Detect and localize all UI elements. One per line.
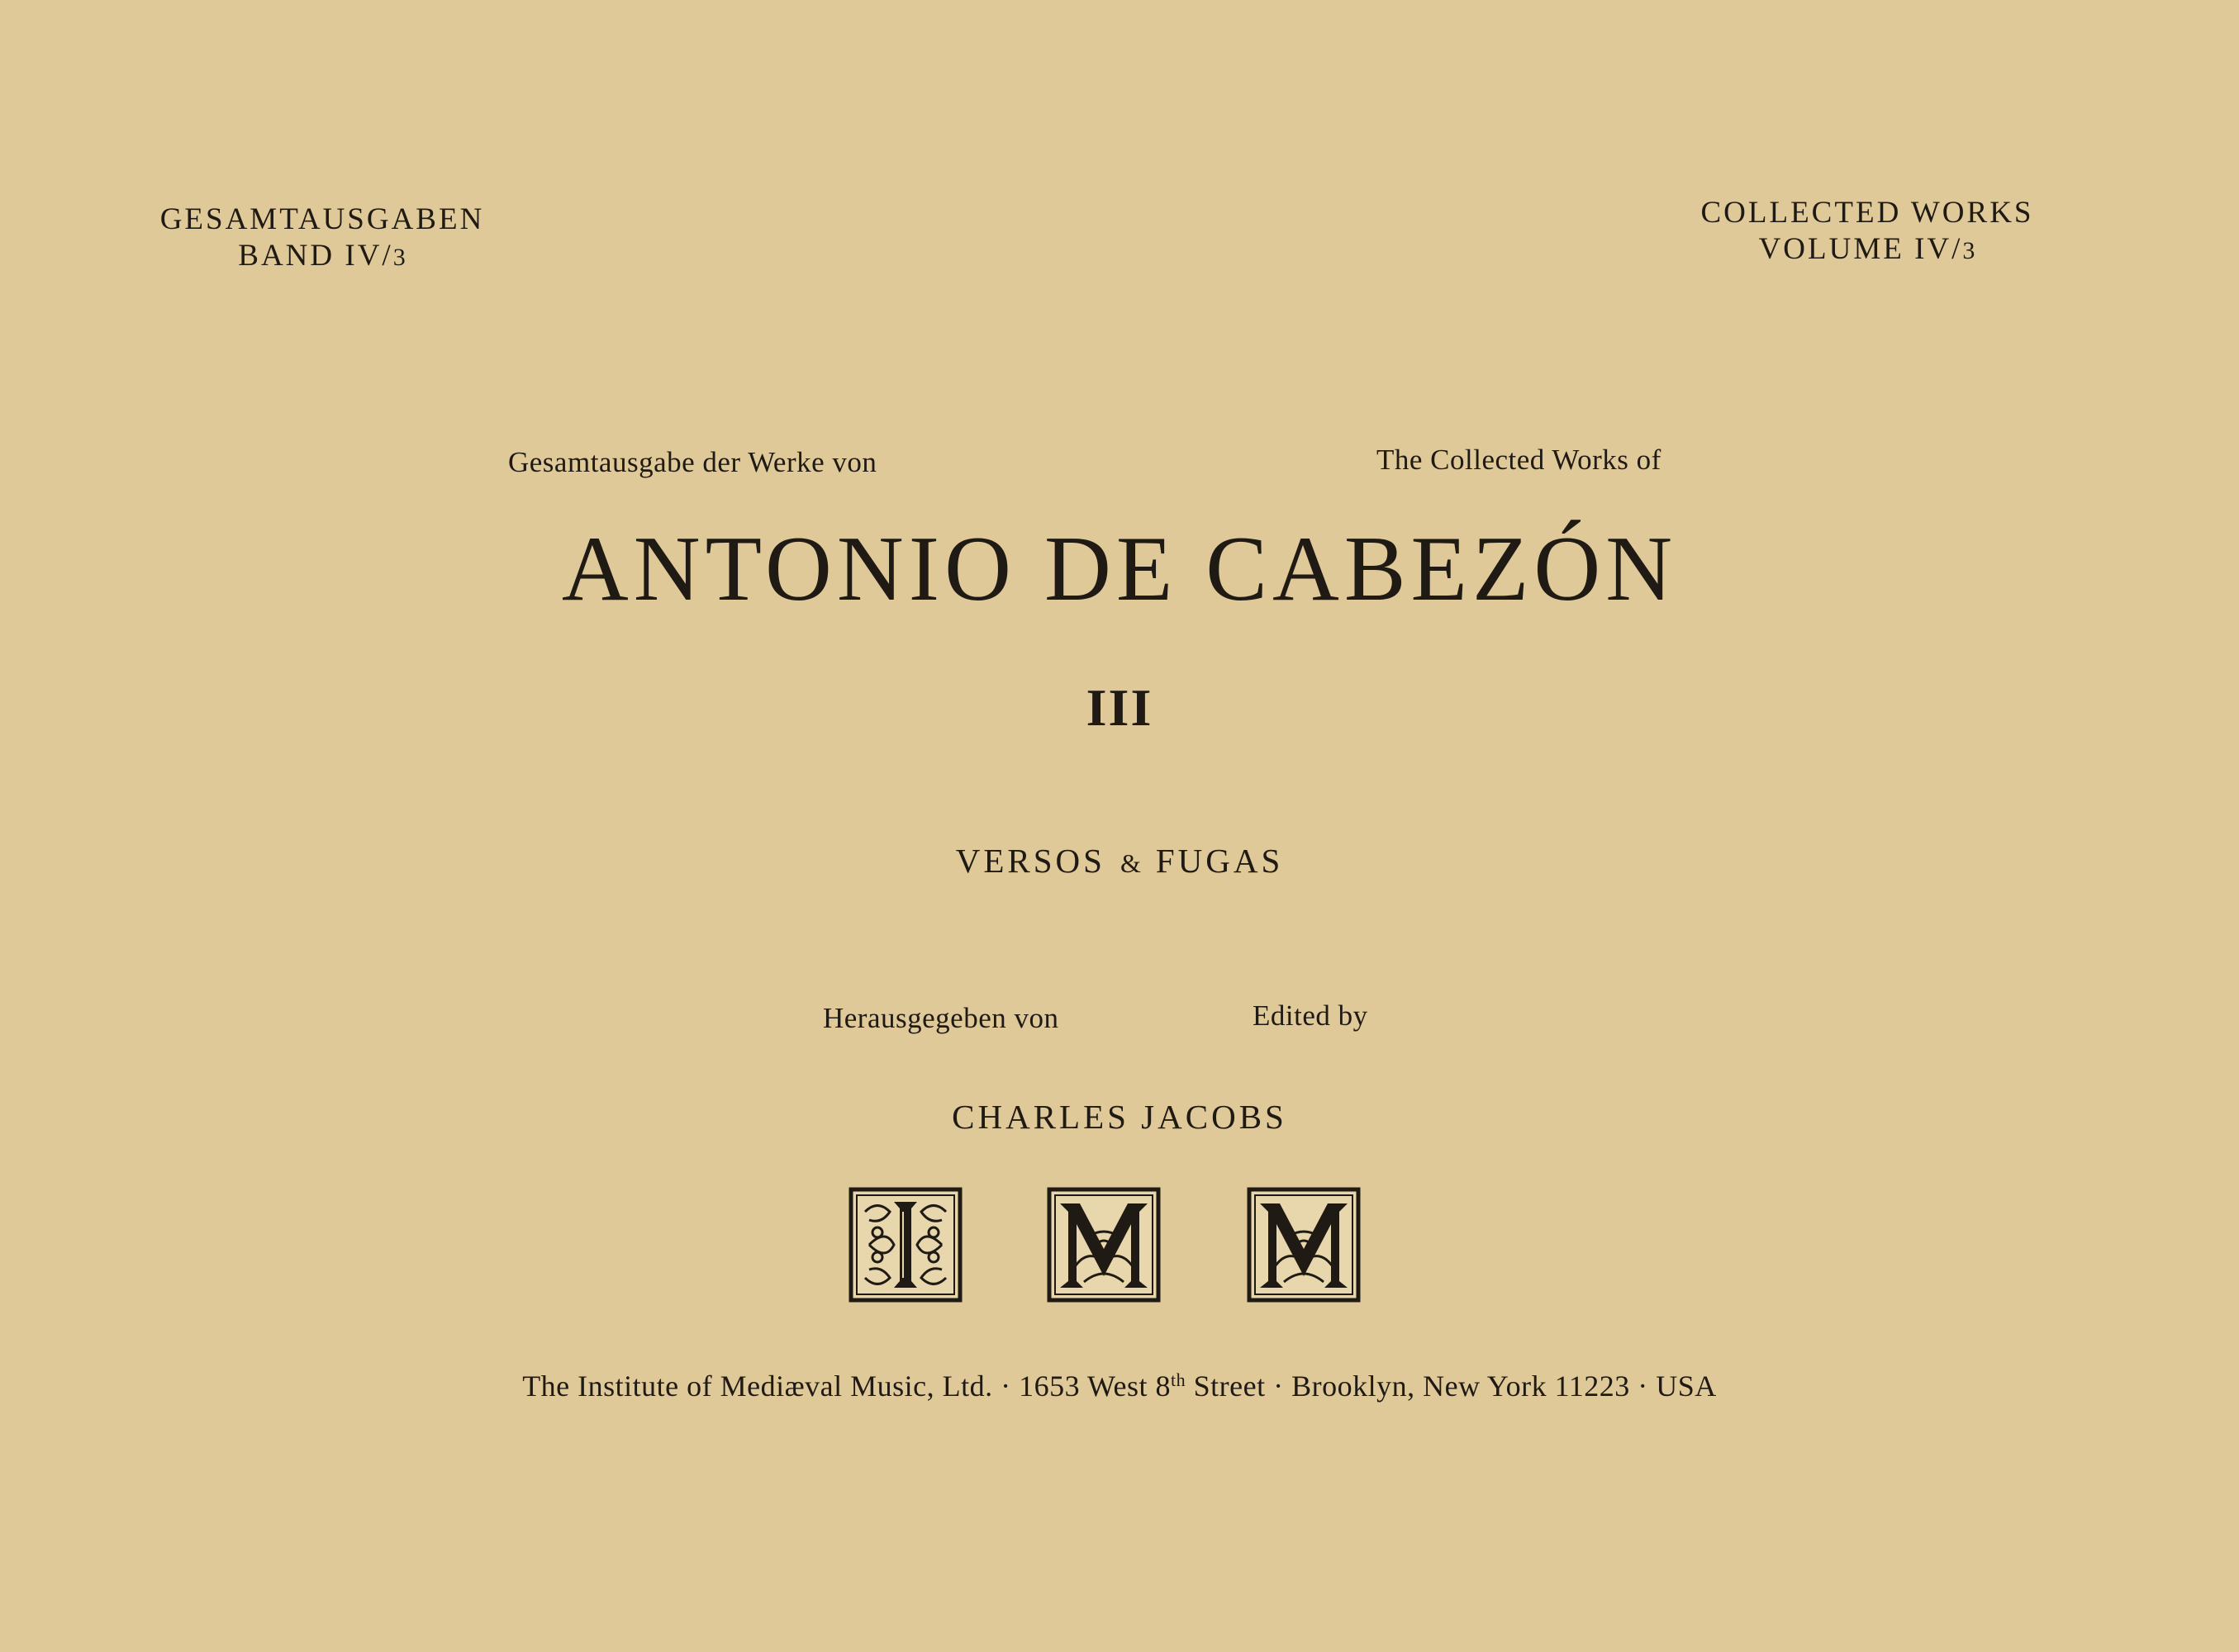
- logo-letter-i-icon: [849, 1187, 963, 1303]
- header-left-line1: GESAMTAUSGABEN: [159, 202, 485, 236]
- intro-english: The Collected Works of: [1376, 444, 1661, 476]
- header-left-fraction: 3: [392, 244, 406, 271]
- header-right-line1: COLLECTED WORKS: [1700, 196, 2034, 230]
- edited-by-english: Edited by: [1253, 999, 1368, 1032]
- volume-number: III: [1086, 678, 1153, 737]
- work-subtitle: [0, 841, 2239, 881]
- edited-by-german: Herausgegeben von: [823, 1002, 1059, 1034]
- subtitle-fugas: FUGAS: [1155, 842, 1284, 880]
- header-left-band: BAND IV/: [238, 239, 393, 273]
- publisher-logo-imm: [849, 1187, 1361, 1307]
- publisher-address-sup: th: [1171, 1370, 1186, 1390]
- header-right: [1677, 195, 2057, 269]
- logo-letter-m-icon-2: [1247, 1187, 1361, 1303]
- publisher-address-part2: Street · Brooklyn, New York 11223 · USA: [1186, 1370, 1717, 1403]
- header-right-fraction: 3: [1962, 237, 1976, 264]
- header-left-line2: [149, 238, 496, 276]
- intro-german: Gesamtausgabe der Werke von: [508, 446, 877, 478]
- subtitle-ampersand: &: [1120, 848, 1141, 878]
- editor-name: CHARLES JACOBS: [952, 1098, 1287, 1136]
- logo-letter-m-icon: [1047, 1187, 1161, 1303]
- header-right-line2: [1677, 231, 2057, 269]
- subtitle-versos: VERSOS: [955, 842, 1105, 880]
- header-left: [149, 202, 496, 276]
- composer-title: ANTONIO DE CABEZÓN: [561, 518, 1678, 620]
- header-right-volume: VOLUME IV/: [1758, 232, 1963, 266]
- publisher-address: [0, 1369, 2239, 1403]
- publisher-address-part1: The Institute of Mediæval Music, Ltd. · 1653 West 8: [522, 1370, 1172, 1403]
